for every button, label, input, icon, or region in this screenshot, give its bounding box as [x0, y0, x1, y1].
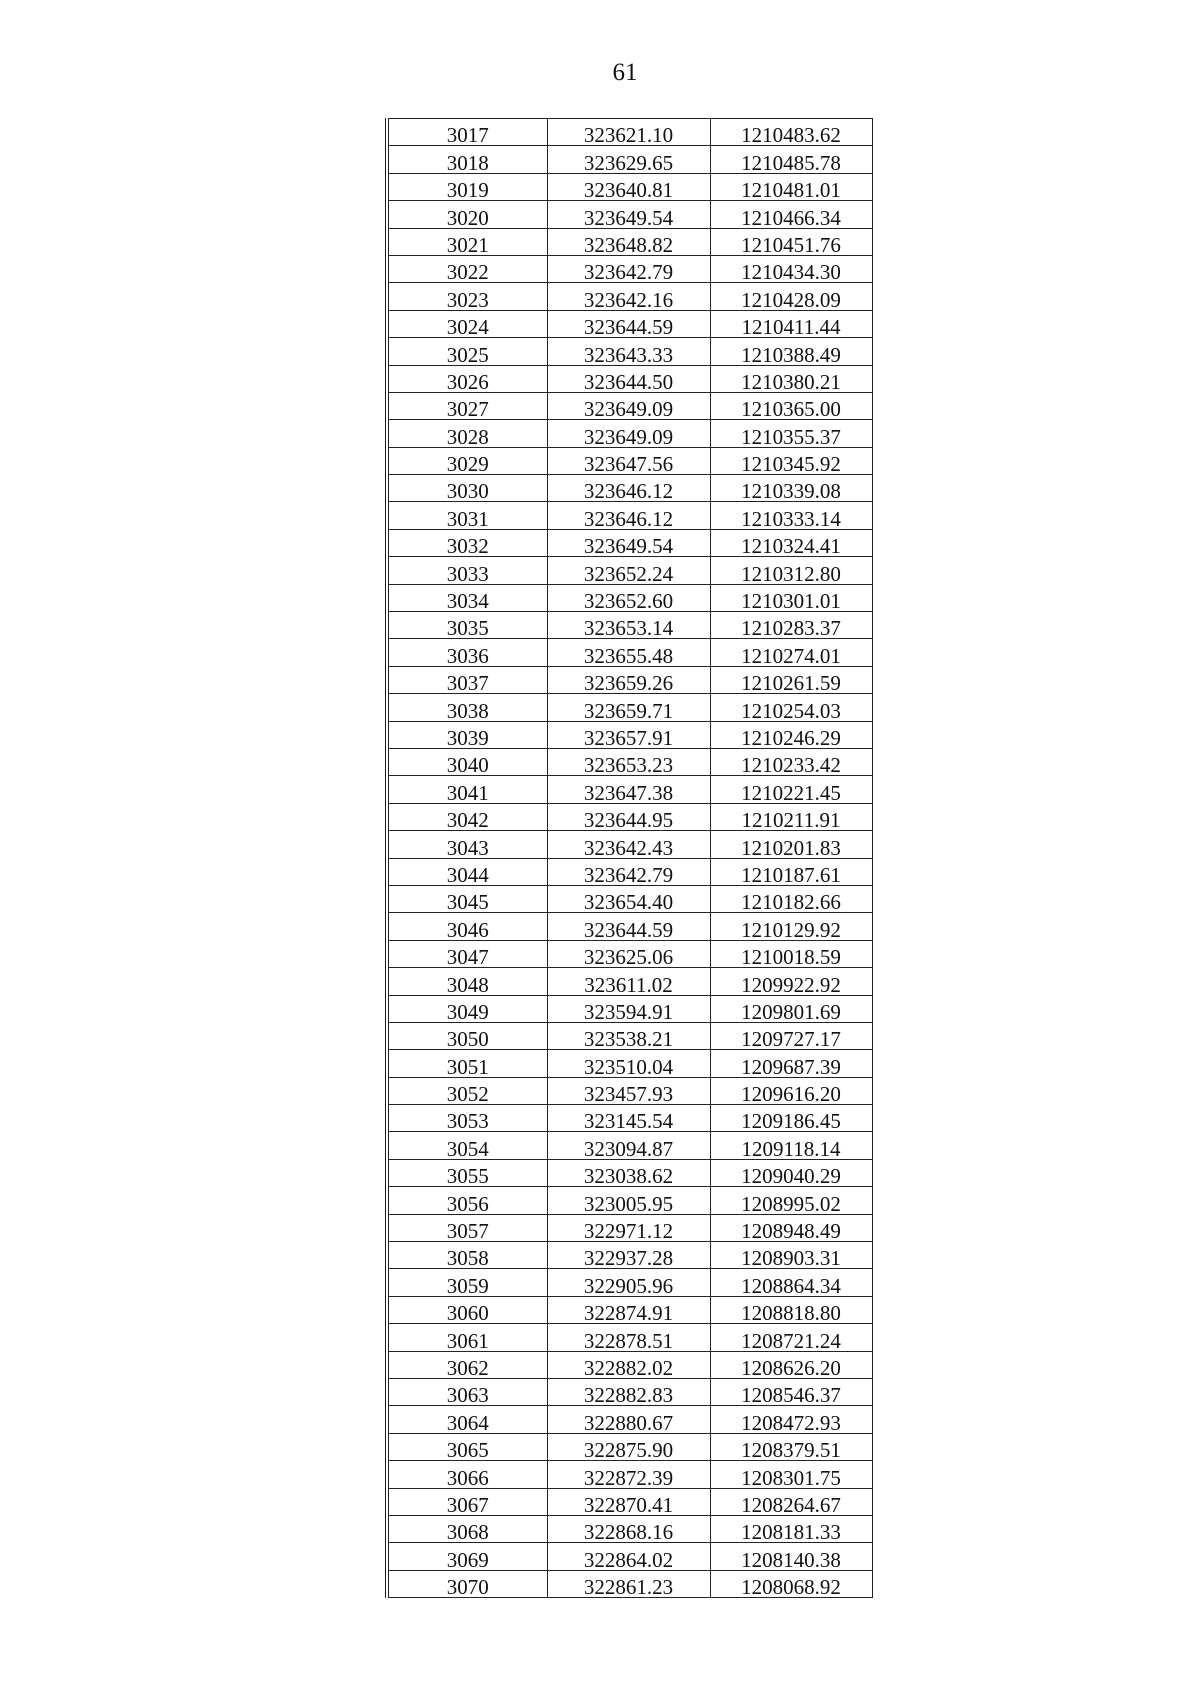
table-row [387, 1077, 872, 1104]
x-coordinate-cell: 322872.39 [547, 1461, 710, 1488]
table-row [387, 831, 872, 858]
table-row [387, 1022, 872, 1049]
x-coordinate-cell: 323644.95 [547, 803, 710, 830]
point-number-cell: 3019 [387, 173, 547, 200]
x-coordinate-cell: 323629.65 [547, 146, 710, 173]
x-coordinate-cell: 322937.28 [547, 1242, 710, 1269]
y-coordinate-cell: 1209801.69 [710, 995, 872, 1022]
table-row [387, 803, 872, 830]
coordinates-table-body [387, 119, 872, 1598]
point-number-cell: 3061 [387, 1324, 547, 1351]
x-coordinate-cell: 322875.90 [547, 1433, 710, 1460]
x-coordinate-cell: 323005.95 [547, 1187, 710, 1214]
x-coordinate-cell: 322882.02 [547, 1351, 710, 1378]
table-row [387, 748, 872, 775]
point-number-cell: 3057 [387, 1214, 547, 1241]
point-number-cell: 3032 [387, 529, 547, 556]
table-row [387, 228, 872, 255]
y-coordinate-cell: 1210355.37 [710, 420, 872, 447]
point-number-cell: 3023 [387, 283, 547, 310]
x-coordinate-cell: 323646.12 [547, 502, 710, 529]
y-coordinate-cell: 1210485.78 [710, 146, 872, 173]
table-row [387, 639, 872, 666]
x-coordinate-cell: 323642.43 [547, 831, 710, 858]
x-coordinate-cell: 323653.23 [547, 748, 710, 775]
x-coordinate-cell: 323611.02 [547, 968, 710, 995]
table-row [387, 721, 872, 748]
table-row [387, 995, 872, 1022]
point-number-cell: 3046 [387, 913, 547, 940]
table-row [387, 502, 872, 529]
x-coordinate-cell: 323094.87 [547, 1132, 710, 1159]
point-number-cell: 3048 [387, 968, 547, 995]
y-coordinate-cell: 1208948.49 [710, 1214, 872, 1241]
table-row [387, 1515, 872, 1542]
x-coordinate-cell: 323649.54 [547, 201, 710, 228]
y-coordinate-cell: 1208472.93 [710, 1406, 872, 1433]
y-coordinate-cell: 1208379.51 [710, 1433, 872, 1460]
x-coordinate-cell: 323655.48 [547, 639, 710, 666]
y-coordinate-cell: 1210221.45 [710, 776, 872, 803]
y-coordinate-cell: 1209687.39 [710, 1050, 872, 1077]
x-coordinate-cell: 323652.60 [547, 584, 710, 611]
y-coordinate-cell: 1210345.92 [710, 447, 872, 474]
table-row [387, 1488, 872, 1515]
point-number-cell: 3026 [387, 365, 547, 392]
point-number-cell: 3030 [387, 475, 547, 502]
y-coordinate-cell: 1210411.44 [710, 310, 872, 337]
point-number-cell: 3021 [387, 228, 547, 255]
x-coordinate-cell: 323657.91 [547, 721, 710, 748]
x-coordinate-cell: 323594.91 [547, 995, 710, 1022]
table-row [387, 1433, 872, 1460]
table-row [387, 1378, 872, 1405]
y-coordinate-cell: 1209040.29 [710, 1159, 872, 1186]
y-coordinate-cell: 1210201.83 [710, 831, 872, 858]
table-row [387, 255, 872, 282]
y-coordinate-cell: 1210187.61 [710, 858, 872, 885]
point-number-cell: 3060 [387, 1296, 547, 1323]
point-number-cell: 3020 [387, 201, 547, 228]
table-row [387, 913, 872, 940]
y-coordinate-cell: 1208301.75 [710, 1461, 872, 1488]
x-coordinate-cell: 323654.40 [547, 885, 710, 912]
point-number-cell: 3055 [387, 1159, 547, 1186]
point-number-cell: 3034 [387, 584, 547, 611]
table-row [387, 392, 872, 419]
x-coordinate-cell: 323642.16 [547, 283, 710, 310]
x-coordinate-cell: 323643.33 [547, 338, 710, 365]
table-row [387, 1269, 872, 1296]
table-row [387, 776, 872, 803]
x-coordinate-cell: 322880.67 [547, 1406, 710, 1433]
table-row [387, 1324, 872, 1351]
y-coordinate-cell: 1208995.02 [710, 1187, 872, 1214]
point-number-cell: 3068 [387, 1515, 547, 1542]
point-number-cell: 3065 [387, 1433, 547, 1460]
y-coordinate-cell: 1208626.20 [710, 1351, 872, 1378]
x-coordinate-cell: 323510.04 [547, 1050, 710, 1077]
point-number-cell: 3037 [387, 666, 547, 693]
y-coordinate-cell: 1208181.33 [710, 1515, 872, 1542]
x-coordinate-cell: 323457.93 [547, 1077, 710, 1104]
x-coordinate-cell: 323647.56 [547, 447, 710, 474]
point-number-cell: 3053 [387, 1105, 547, 1132]
point-number-cell: 3031 [387, 502, 547, 529]
x-coordinate-cell: 323625.06 [547, 940, 710, 967]
y-coordinate-cell: 1210339.08 [710, 475, 872, 502]
y-coordinate-cell: 1210451.76 [710, 228, 872, 255]
table-row [387, 940, 872, 967]
y-coordinate-cell: 1208721.24 [710, 1324, 872, 1351]
y-coordinate-cell: 1208140.38 [710, 1543, 872, 1570]
point-number-cell: 3022 [387, 255, 547, 282]
y-coordinate-cell: 1210481.01 [710, 173, 872, 200]
point-number-cell: 3025 [387, 338, 547, 365]
table-row [387, 858, 872, 885]
y-coordinate-cell: 1210246.29 [710, 721, 872, 748]
y-coordinate-cell: 1210324.41 [710, 529, 872, 556]
point-number-cell: 3017 [387, 119, 547, 146]
y-coordinate-cell: 1208264.67 [710, 1488, 872, 1515]
table-row [387, 146, 872, 173]
table-row [387, 1132, 872, 1159]
y-coordinate-cell: 1210380.21 [710, 365, 872, 392]
point-number-cell: 3051 [387, 1050, 547, 1077]
point-number-cell: 3045 [387, 885, 547, 912]
y-coordinate-cell: 1209922.92 [710, 968, 872, 995]
x-coordinate-cell: 323649.54 [547, 529, 710, 556]
page-number: 61 [612, 59, 638, 86]
point-number-cell: 3027 [387, 392, 547, 419]
y-coordinate-cell: 1210301.01 [710, 584, 872, 611]
table-row [387, 666, 872, 693]
table-row [387, 1105, 872, 1132]
x-coordinate-cell: 323640.81 [547, 173, 710, 200]
y-coordinate-cell: 1210274.01 [710, 639, 872, 666]
y-coordinate-cell: 1210365.00 [710, 392, 872, 419]
table-row [387, 365, 872, 392]
point-number-cell: 3047 [387, 940, 547, 967]
point-number-cell: 3018 [387, 146, 547, 173]
point-number-cell: 3062 [387, 1351, 547, 1378]
point-number-cell: 3066 [387, 1461, 547, 1488]
table-row [387, 1159, 872, 1186]
y-coordinate-cell: 1210129.92 [710, 913, 872, 940]
point-number-cell: 3028 [387, 420, 547, 447]
y-coordinate-cell: 1209616.20 [710, 1077, 872, 1104]
table-row [387, 584, 872, 611]
table-row [387, 885, 872, 912]
y-coordinate-cell: 1210211.91 [710, 803, 872, 830]
x-coordinate-cell: 323621.10 [547, 119, 710, 146]
y-coordinate-cell: 1208818.80 [710, 1296, 872, 1323]
point-number-cell: 3069 [387, 1543, 547, 1570]
coordinates-table [385, 118, 873, 1598]
table-row [387, 612, 872, 639]
x-coordinate-cell: 323642.79 [547, 255, 710, 282]
x-coordinate-cell: 322864.02 [547, 1543, 710, 1570]
x-coordinate-cell: 323659.26 [547, 666, 710, 693]
x-coordinate-cell: 322870.41 [547, 1488, 710, 1515]
x-coordinate-cell: 323644.50 [547, 365, 710, 392]
x-coordinate-cell: 322868.16 [547, 1515, 710, 1542]
y-coordinate-cell: 1210312.80 [710, 557, 872, 584]
y-coordinate-cell: 1208068.92 [710, 1570, 872, 1597]
y-coordinate-cell: 1208864.34 [710, 1269, 872, 1296]
point-number-cell: 3036 [387, 639, 547, 666]
x-coordinate-cell: 323644.59 [547, 913, 710, 940]
point-number-cell: 3054 [387, 1132, 547, 1159]
point-number-cell: 3033 [387, 557, 547, 584]
x-coordinate-cell: 323145.54 [547, 1105, 710, 1132]
table-row [387, 119, 872, 146]
table-row [387, 1406, 872, 1433]
point-number-cell: 3043 [387, 831, 547, 858]
table-row [387, 1050, 872, 1077]
table-row [387, 1351, 872, 1378]
table-row [387, 1461, 872, 1488]
y-coordinate-cell: 1209118.14 [710, 1132, 872, 1159]
table-row [387, 201, 872, 228]
table-row [387, 1570, 872, 1597]
y-coordinate-cell: 1209186.45 [710, 1105, 872, 1132]
table-row [387, 283, 872, 310]
table-row [387, 310, 872, 337]
table-row [387, 1296, 872, 1323]
table-row [387, 1543, 872, 1570]
x-coordinate-cell: 323659.71 [547, 694, 710, 721]
point-number-cell: 3058 [387, 1242, 547, 1269]
x-coordinate-cell: 323648.82 [547, 228, 710, 255]
y-coordinate-cell: 1210483.62 [710, 119, 872, 146]
y-coordinate-cell: 1210333.14 [710, 502, 872, 529]
y-coordinate-cell: 1210434.30 [710, 255, 872, 282]
y-coordinate-cell: 1210261.59 [710, 666, 872, 693]
point-number-cell: 3050 [387, 1022, 547, 1049]
x-coordinate-cell: 323652.24 [547, 557, 710, 584]
y-coordinate-cell: 1210428.09 [710, 283, 872, 310]
x-coordinate-cell: 323038.62 [547, 1159, 710, 1186]
x-coordinate-cell: 323649.09 [547, 420, 710, 447]
point-number-cell: 3070 [387, 1570, 547, 1597]
y-coordinate-cell: 1210283.37 [710, 612, 872, 639]
table-row [387, 1187, 872, 1214]
point-number-cell: 3044 [387, 858, 547, 885]
point-number-cell: 3052 [387, 1077, 547, 1104]
table-row [387, 1242, 872, 1269]
y-coordinate-cell: 1210233.42 [710, 748, 872, 775]
y-coordinate-cell: 1208903.31 [710, 1242, 872, 1269]
point-number-cell: 3063 [387, 1378, 547, 1405]
table-row [387, 529, 872, 556]
table-row [387, 694, 872, 721]
y-coordinate-cell: 1210388.49 [710, 338, 872, 365]
point-number-cell: 3064 [387, 1406, 547, 1433]
x-coordinate-cell: 323647.38 [547, 776, 710, 803]
point-number-cell: 3049 [387, 995, 547, 1022]
point-number-cell: 3024 [387, 310, 547, 337]
point-number-cell: 3042 [387, 803, 547, 830]
table-row [387, 1214, 872, 1241]
point-number-cell: 3035 [387, 612, 547, 639]
table-row [387, 173, 872, 200]
point-number-cell: 3038 [387, 694, 547, 721]
x-coordinate-cell: 323538.21 [547, 1022, 710, 1049]
point-number-cell: 3041 [387, 776, 547, 803]
x-coordinate-cell: 323649.09 [547, 392, 710, 419]
x-coordinate-cell: 323653.14 [547, 612, 710, 639]
y-coordinate-cell: 1210254.03 [710, 694, 872, 721]
x-coordinate-cell: 322861.23 [547, 1570, 710, 1597]
point-number-cell: 3059 [387, 1269, 547, 1296]
table-row [387, 557, 872, 584]
x-coordinate-cell: 323644.59 [547, 310, 710, 337]
table-row [387, 420, 872, 447]
x-coordinate-cell: 322882.83 [547, 1378, 710, 1405]
y-coordinate-cell: 1210018.59 [710, 940, 872, 967]
x-coordinate-cell: 322874.91 [547, 1296, 710, 1323]
point-number-cell: 3039 [387, 721, 547, 748]
x-coordinate-cell: 323646.12 [547, 475, 710, 502]
x-coordinate-cell: 322971.12 [547, 1214, 710, 1241]
point-number-cell: 3029 [387, 447, 547, 474]
y-coordinate-cell: 1208546.37 [710, 1378, 872, 1405]
point-number-cell: 3067 [387, 1488, 547, 1515]
point-number-cell: 3040 [387, 748, 547, 775]
y-coordinate-cell: 1210466.34 [710, 201, 872, 228]
table-row [387, 447, 872, 474]
table-row [387, 475, 872, 502]
x-coordinate-cell: 322878.51 [547, 1324, 710, 1351]
y-coordinate-cell: 1210182.66 [710, 885, 872, 912]
y-coordinate-cell: 1209727.17 [710, 1022, 872, 1049]
point-number-cell: 3056 [387, 1187, 547, 1214]
x-coordinate-cell: 323642.79 [547, 858, 710, 885]
table-row [387, 968, 872, 995]
x-coordinate-cell: 322905.96 [547, 1269, 710, 1296]
table-row [387, 338, 872, 365]
